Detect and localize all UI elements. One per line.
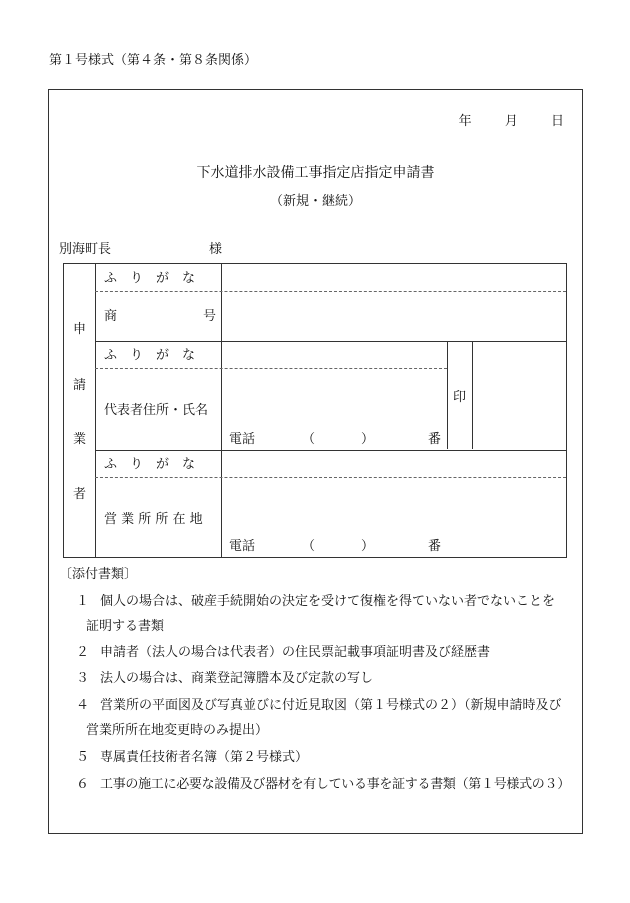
phone-open-office: （ [302,539,316,554]
seal-label: 印 [453,390,467,405]
trade-name-label-right: 号 [203,309,217,324]
applicant-label-2: 請 [72,378,86,393]
phone-suffix-office: 番 [428,539,442,554]
application-form [48,89,583,834]
form-number: 第１号様式（第４条・第８条関係） [49,53,258,68]
date-line [430,110,564,129]
month-label: 月 [504,114,518,129]
furigana-label-office: ふ り が な [104,457,196,472]
representative-label: 代表者住所・氏名 [104,403,209,418]
phone-label-rep: 電話 [229,432,256,447]
attachment-1-text: 個人の場合は、破産手続開始の決定を受けて復権を得ていない者でないことを [100,594,556,609]
form-title: 下水道排水設備工事指定店指定申請書 [196,165,435,181]
honorific: 様 [209,242,223,257]
attachment-4-number: ４ [76,698,90,713]
phone-close-rep: ） [361,432,375,447]
addressee: 別海町長 [59,242,112,257]
day-label: 日 [550,114,564,129]
form-subtitle: （新規・継続） [269,194,361,209]
attachment-1-text-cont: 証明する書類 [86,619,165,634]
attachment-4-text-cont: 営業所所在地変更時のみ提出） [86,723,269,738]
applicant-label-4: 者 [72,487,86,502]
furigana-label-rep: ふ り が な [104,348,196,363]
attachment-5-text: 専属責任技術者名簿（第２号様式） [100,750,309,765]
attachment-2-number: ２ [76,645,90,660]
attachment-5-number: ５ [76,750,90,765]
attachment-1-number: １ [76,594,90,609]
phone-close-office: ） [361,539,375,554]
attachment-4-text: 営業所の平面図及び写真並びに付近見取図（第１号様式の２）（新規申請時及び [100,698,562,713]
phone-suffix-rep: 番 [428,432,442,447]
phone-label-office: 電話 [229,539,256,554]
year-label: 年 [458,114,472,129]
attachment-6-text: 工事の施工に必要な設備及び器材を有している事を証する書類（第１号様式の３） [100,777,570,792]
attachment-3-text: 法人の場合は、商業登記簿謄本及び定款の写し [100,671,374,686]
office-address-label: 営 業 所 所 在 地 [104,512,203,527]
furigana-label-trade: ふ り が な [104,271,196,286]
applicant-table [63,263,567,558]
attachments-heading: 〔添付書類〕 [59,567,138,582]
applicant-label-3: 業 [72,432,86,447]
trade-name-label-left: 商 [104,309,118,324]
attachment-3-number: ３ [76,671,90,686]
attachment-2-text: 申請者（法人の場合は代表者）の住民票記載事項証明書及び経歴書 [100,645,491,660]
attachment-6-number: ６ [76,777,90,792]
phone-open-rep: （ [302,432,316,447]
applicant-label-1: 申 [72,322,86,337]
